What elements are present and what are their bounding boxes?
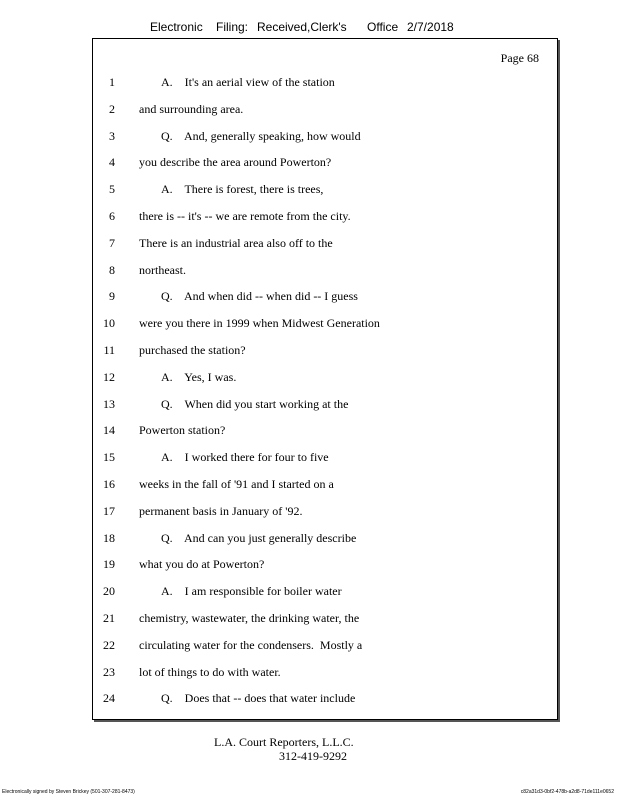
- transcript-line: [93, 343, 557, 370]
- filing-header-office: Office: [367, 20, 399, 34]
- line-number: 22: [103, 637, 115, 652]
- transcript-lines: [93, 75, 557, 718]
- line-number: 20: [103, 584, 115, 599]
- line-text: permanent basis in January of '92.: [139, 503, 303, 518]
- line-number: 21: [103, 610, 115, 625]
- line-text: Q. And, generally speaking, how would: [161, 128, 361, 143]
- filing-header-electronic: Electronic: [150, 20, 203, 34]
- transcript-line: [93, 316, 557, 343]
- line-number: 24: [103, 691, 115, 706]
- line-text: lot of things to do with water.: [139, 664, 281, 679]
- line-text: and surrounding area.: [139, 101, 244, 116]
- line-text: Q. Does that -- does that water include: [161, 691, 356, 706]
- transcript-line: [93, 289, 557, 316]
- line-number: 18: [103, 530, 115, 545]
- line-number: 1: [109, 75, 115, 89]
- transcript-line: [93, 129, 557, 156]
- transcript-line: [93, 423, 557, 450]
- line-text: chemistry, wastewater, the drinking water, the: [139, 610, 360, 625]
- line-number: 17: [103, 503, 115, 518]
- line-text: you describe the area around Powerton?: [139, 155, 332, 170]
- line-number: 7: [109, 235, 115, 250]
- line-text: what you do at Powerton?: [139, 557, 265, 572]
- line-text: Q. When did you start working at the: [161, 396, 349, 411]
- line-text: A. I worked there for four to five: [161, 450, 329, 465]
- line-number: 2: [109, 101, 115, 116]
- page-number: Page 68: [500, 51, 539, 65]
- transcript-page: [92, 38, 558, 720]
- line-number: 23: [103, 664, 115, 679]
- line-text: There is an industrial area also off to the: [139, 235, 333, 250]
- transcript-line: [93, 397, 557, 424]
- transcript-line: [93, 665, 557, 692]
- transcript-line: [93, 370, 557, 397]
- transcript-line: [93, 504, 557, 531]
- line-number: 8: [109, 262, 115, 277]
- electronic-signature: Electronically signed by Steven Brickey (501-307-281-8473): [2, 789, 135, 795]
- line-number: 9: [109, 289, 115, 304]
- line-number: 4: [109, 155, 115, 170]
- transcript-line: [93, 638, 557, 665]
- line-text: A. There is forest, there is trees,: [161, 182, 324, 197]
- transcript-line: [93, 236, 557, 263]
- transcript-line: [93, 209, 557, 236]
- transcript-line: [93, 691, 557, 718]
- line-number: 6: [109, 208, 115, 223]
- line-number: 19: [103, 557, 115, 572]
- transcript-line: [93, 477, 557, 504]
- filing-header-date: 2/7/2018: [407, 20, 454, 34]
- line-number: 15: [103, 450, 115, 465]
- transcript-line: [93, 182, 557, 209]
- line-number: 5: [109, 182, 115, 197]
- line-number: 3: [109, 128, 115, 143]
- line-number: 12: [103, 369, 115, 384]
- line-number: 14: [103, 423, 115, 438]
- transcript-line: [93, 155, 557, 182]
- line-number: 13: [103, 396, 115, 411]
- transcript-line: [93, 584, 557, 611]
- transcript-line: [93, 75, 557, 102]
- line-text: Q. And when did -- when did -- I guess: [161, 289, 358, 304]
- document-id: c82a31d3-0bf2-478b-a2d8-71de111e0652: [520, 789, 614, 795]
- filing-header-filing: Filing:: [216, 20, 249, 34]
- footer-phone: 312-419-9292: [279, 749, 347, 763]
- transcript-line: [93, 263, 557, 290]
- transcript-line: [93, 450, 557, 477]
- line-text: A. I am responsible for boiler water: [161, 584, 342, 599]
- filing-header-received: Received,Clerk's: [257, 20, 347, 34]
- footer-company: L.A. Court Reporters, L.L.C.: [214, 735, 354, 749]
- line-text: Q. And can you just generally describe: [161, 530, 357, 545]
- line-text: Powerton station?: [139, 423, 226, 438]
- line-text: weeks in the fall of '91 and I started on a: [139, 476, 334, 491]
- line-text: northeast.: [139, 262, 186, 277]
- transcript-line: [93, 557, 557, 584]
- line-text: A. It's an aerial view of the station: [161, 75, 335, 89]
- line-text: A. Yes, I was.: [161, 369, 237, 384]
- line-number: 10: [103, 316, 115, 331]
- transcript-line: [93, 531, 557, 558]
- line-number: 11: [103, 342, 115, 357]
- line-text: purchased the station?: [139, 342, 246, 357]
- line-number: 16: [103, 476, 115, 491]
- line-text: circulating water for the condensers. Mostly a: [139, 637, 363, 652]
- transcript-line: [93, 102, 557, 129]
- line-text: there is -- it's -- we are remote from the city.: [139, 208, 351, 223]
- transcript-line: [93, 611, 557, 638]
- line-text: were you there in 1999 when Midwest Generation: [139, 316, 380, 331]
